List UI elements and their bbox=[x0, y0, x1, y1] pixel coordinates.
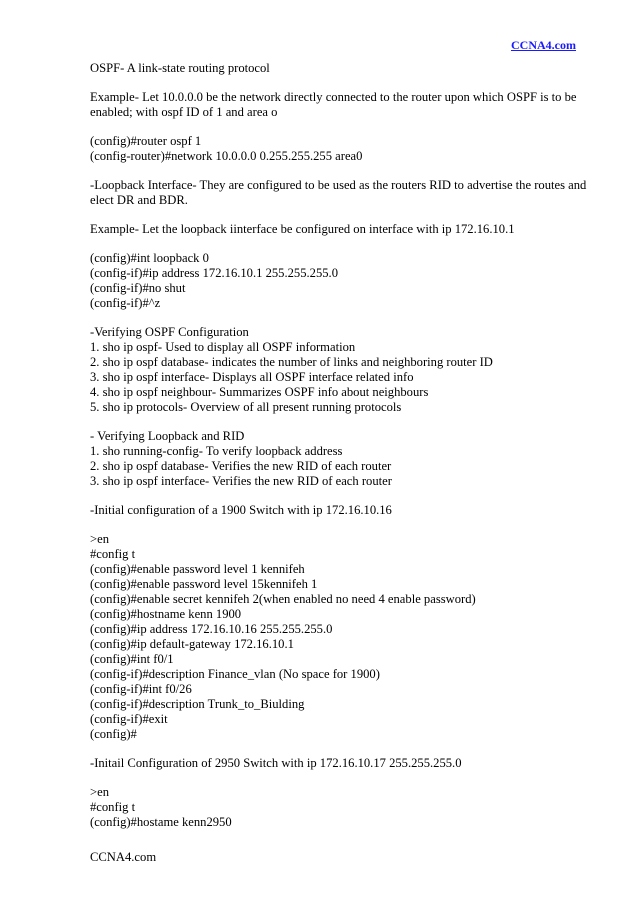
code-block-2950-switch bbox=[90, 785, 590, 830]
list-item: 2. sho ip ospf database- indicates the number of links and neighboring router ID bbox=[90, 355, 493, 369]
code-line: #config t bbox=[90, 800, 136, 814]
code-line: (config)#enable password level 15kennifeh 1 bbox=[90, 577, 318, 591]
paragraph-example-ospf bbox=[90, 90, 590, 120]
code-line: (config-if)#description Finance_vlan (No space for 1900) bbox=[90, 667, 380, 681]
text-line: -Loopback Interface- They are configured to be used as the routers RID to advertise the routes and elect DR and BDR. bbox=[90, 178, 587, 207]
list-heading: -Verifying OSPF Configuration bbox=[90, 325, 249, 339]
footer-site-text: CCNA4.com bbox=[90, 850, 157, 864]
list-item: 3. sho ip ospf interface- Displays all OSPF interface related info bbox=[90, 370, 414, 384]
code-line: (config-if)#ip address 172.16.10.1 255.255.255.0 bbox=[90, 266, 338, 280]
code-line: (config)#hostame kenn2950 bbox=[90, 815, 232, 829]
paragraph-1900-switch bbox=[90, 503, 590, 518]
code-line: (config)#ip address 172.16.10.16 255.255.255.0 bbox=[90, 622, 333, 636]
text-line: Example- Let 10.0.0.0 be the network directly connected to the router upon which OSPF is to be enabled; with ospf ID of 1 and area o bbox=[90, 90, 577, 119]
code-line: (config)#int f0/1 bbox=[90, 652, 174, 666]
code-line: (config-if)#int f0/26 bbox=[90, 682, 192, 696]
text-line: Example- Let the loopback iinterface be configured on interface with ip 172.16.10.1 bbox=[90, 222, 515, 236]
code-line: (config)#hostname kenn 1900 bbox=[90, 607, 242, 621]
list-verifying-loopback bbox=[90, 429, 590, 489]
list-item: 3. sho ip ospf interface- Verifies the new RID of each router bbox=[90, 474, 392, 488]
code-line: (config-if)#^z bbox=[90, 296, 161, 310]
code-line: (config-if)#exit bbox=[90, 712, 168, 726]
document-body bbox=[90, 61, 590, 830]
list-item: 5. sho ip protocols- Overview of all present running protocols bbox=[90, 400, 402, 414]
code-line: (config)#router ospf 1 bbox=[90, 134, 202, 148]
code-line: #config t bbox=[90, 547, 136, 561]
code-line: >en bbox=[90, 532, 109, 546]
list-item: 4. sho ip ospf neighbour- Summarizes OSPF info about neighbours bbox=[90, 385, 429, 399]
text-line: -Initial configuration of a 1900 Switch with ip 172.16.10.16 bbox=[90, 503, 392, 517]
paragraph-2950-switch bbox=[90, 756, 590, 771]
list-item: 2. sho ip ospf database- Verifies the new RID of each router bbox=[90, 459, 392, 473]
code-line: (config)#enable secret kennifeh 2(when enabled no need 4 enable password) bbox=[90, 592, 476, 606]
list-item: 1. sho running-config- To verify loopback address bbox=[90, 444, 343, 458]
paragraph-example-loopback bbox=[90, 222, 590, 237]
text-line: -Initail Configuration of 2950 Switch with ip 172.16.10.17 255.255.255.0 bbox=[90, 756, 462, 770]
code-line: (config)#enable password level 1 kennifeh bbox=[90, 562, 305, 576]
code-block-loopback bbox=[90, 251, 590, 311]
header-site-link[interactable]: CCNA4.com bbox=[511, 38, 576, 52]
text-line: OSPF- A link-state routing protocol bbox=[90, 61, 270, 75]
paragraph-loopback bbox=[90, 178, 590, 208]
list-heading: - Verifying Loopback and RID bbox=[90, 429, 245, 443]
code-line: (config-if)#no shut bbox=[90, 281, 186, 295]
list-item: 1. sho ip ospf- Used to display all OSPF information bbox=[90, 340, 356, 354]
code-block-router-ospf bbox=[90, 134, 590, 164]
list-verifying-ospf bbox=[90, 325, 590, 415]
code-line: (config)#ip default-gateway 172.16.10.1 bbox=[90, 637, 294, 651]
code-line: (config)# bbox=[90, 727, 137, 741]
code-line: (config)#int loopback 0 bbox=[90, 251, 209, 265]
code-block-1900-switch bbox=[90, 532, 590, 742]
code-line: (config-if)#description Trunk_to_Biulding bbox=[90, 697, 305, 711]
code-line: (config-router)#network 10.0.0.0 0.255.255.255 area0 bbox=[90, 149, 363, 163]
paragraph-title bbox=[90, 61, 590, 76]
code-line: >en bbox=[90, 785, 109, 799]
